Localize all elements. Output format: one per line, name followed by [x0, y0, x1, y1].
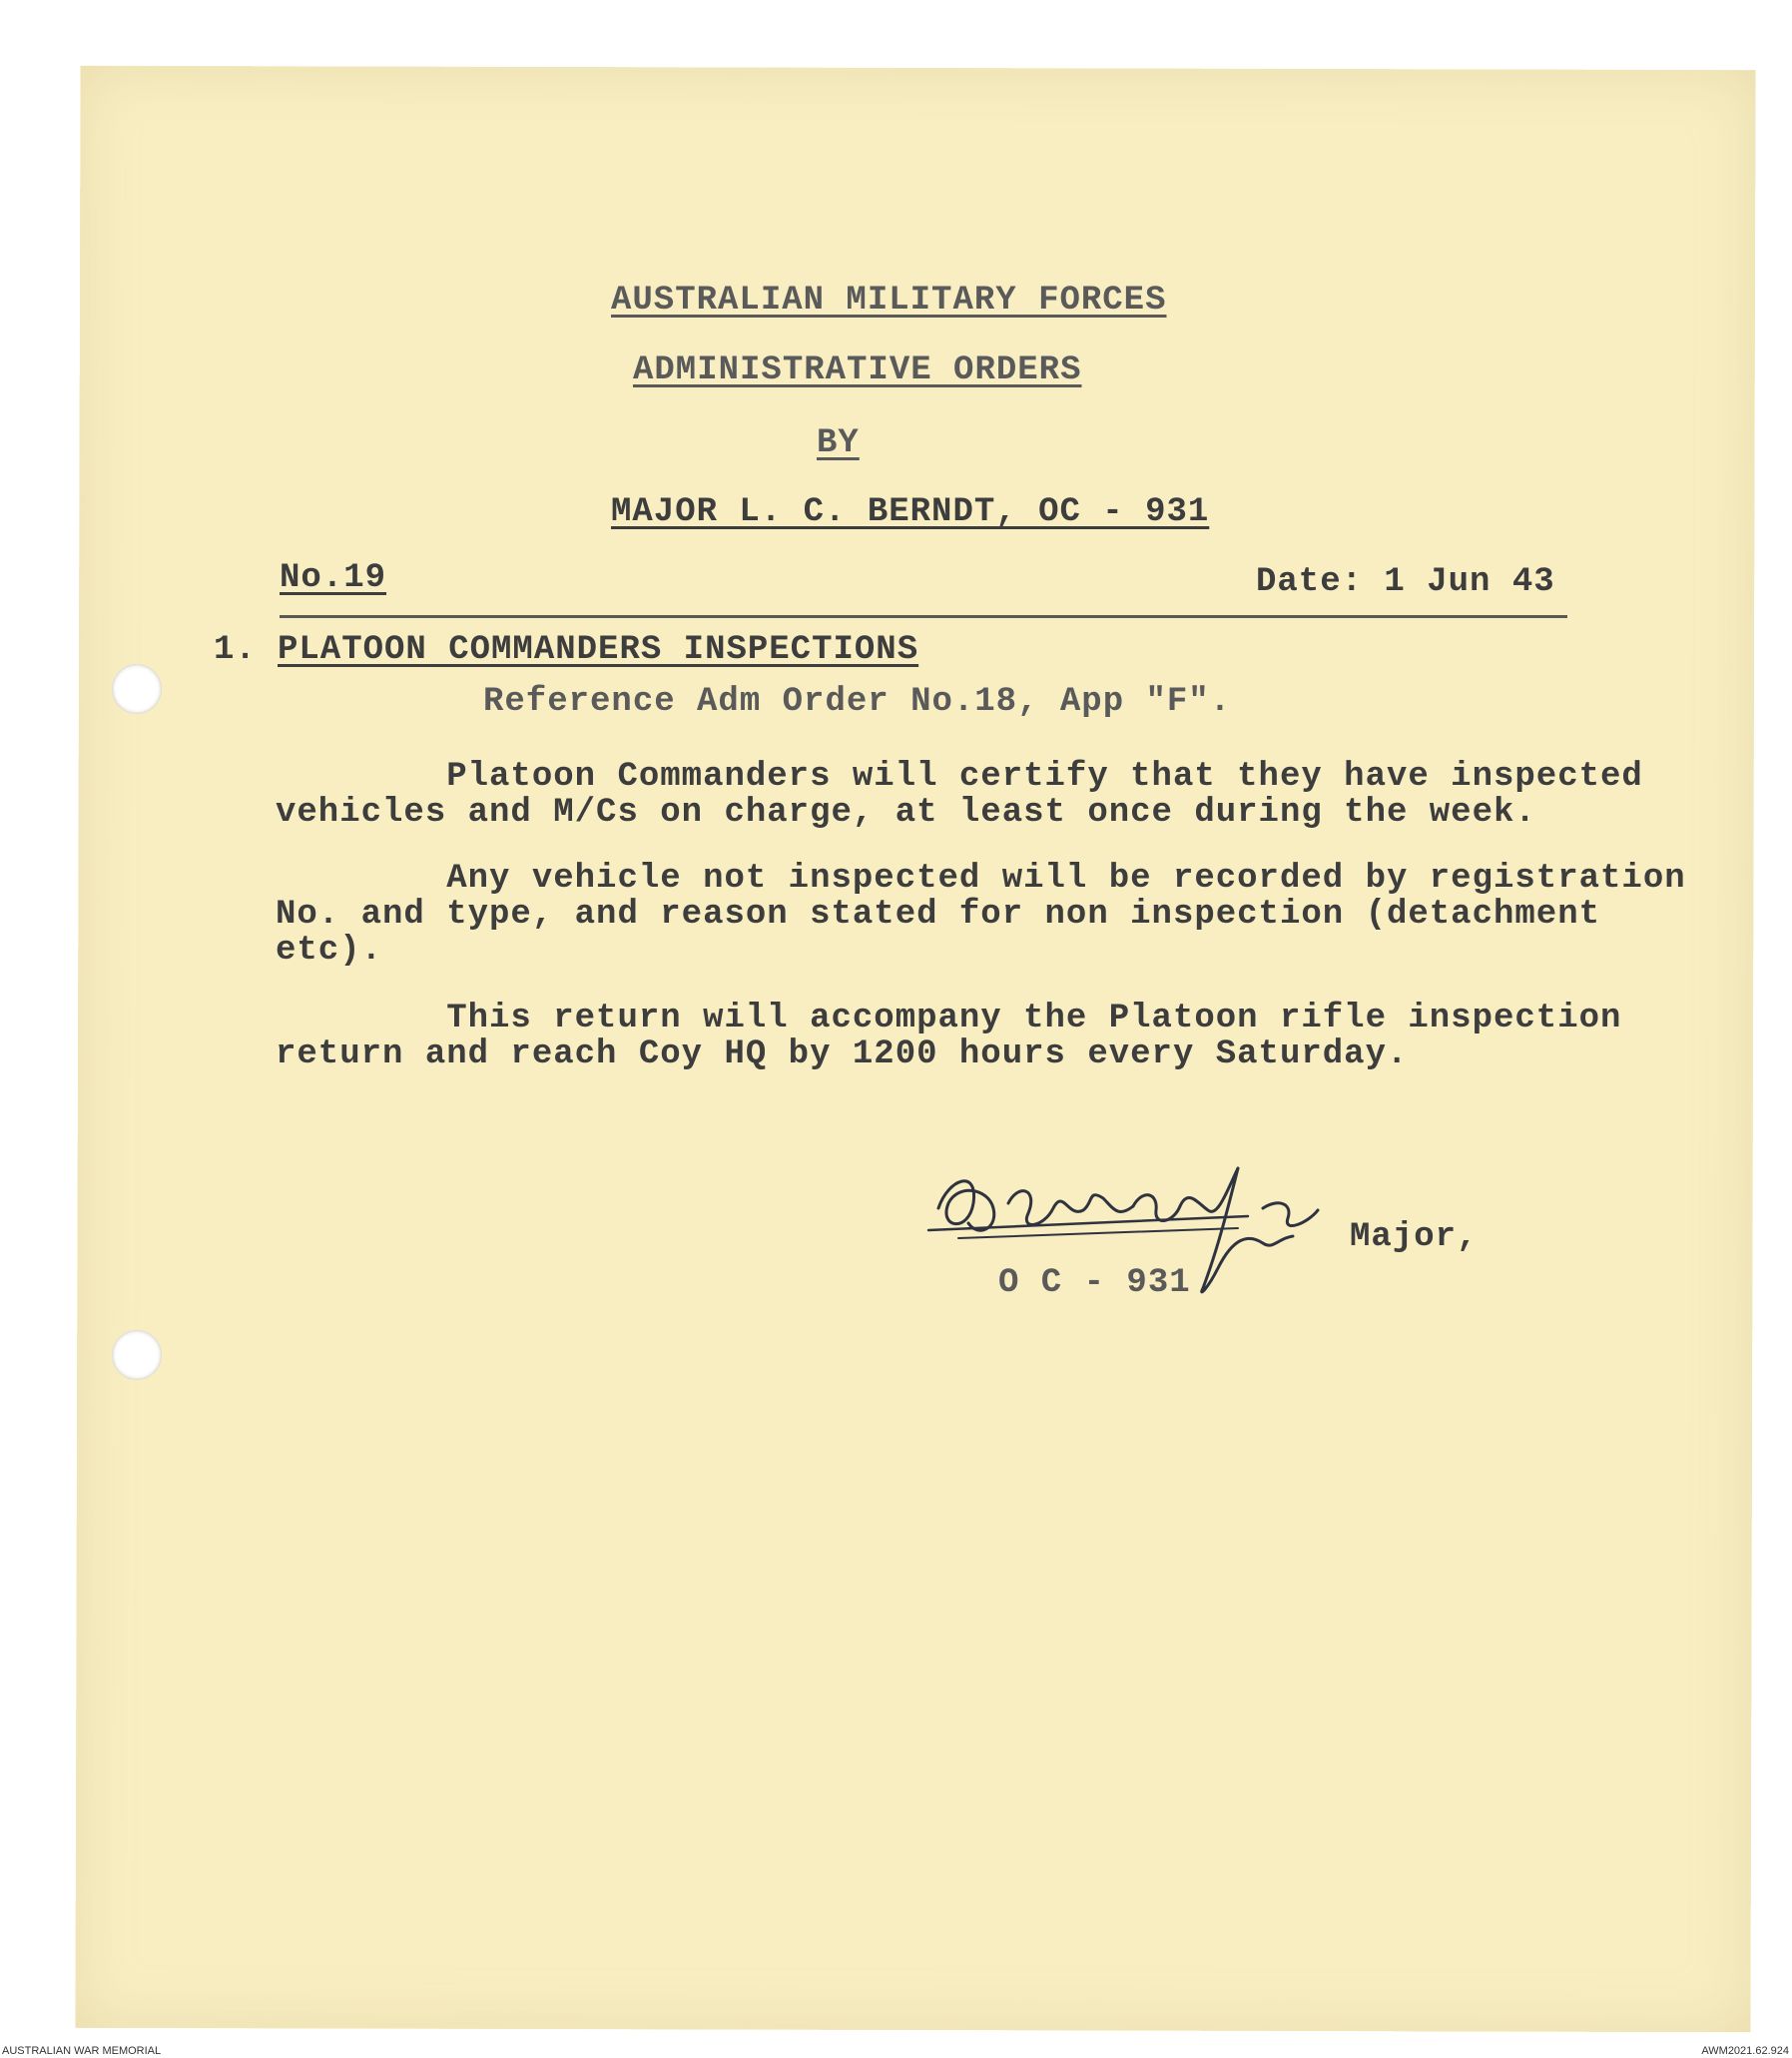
heading-line-1: AUSTRALIAN MILITARY FORCES [611, 282, 1167, 320]
order-date: Date: 1 Jun 43 [1256, 563, 1555, 601]
reference-line: Reference Adm Order No.18, App "F". [483, 683, 1232, 721]
footer-credit: AUSTRALIAN WAR MEMORIAL [2, 2045, 162, 2057]
paragraph-3: This return will accompany the Platoon rifle inspection return and reach Coy HQ by 1200 hours every Saturday. [276, 1000, 1622, 1073]
heading-line-3: BY [817, 424, 860, 462]
heading-line-2: ADMINISTRATIVE ORDERS [633, 351, 1082, 389]
punch-hole-upper [112, 664, 162, 714]
section-title: PLATOON COMMANDERS INSPECTIONS [278, 631, 919, 669]
heading-line-4: MAJOR L. C. BERNDT, OC - 931 [611, 493, 1210, 531]
paragraph-2: Any vehicle not inspected will be recorded by registration No. and type, and reason stated for non inspection (detachment etc). [276, 860, 1686, 970]
signature-unit: O C - 931 [998, 1264, 1191, 1302]
punch-hole-lower [112, 1330, 162, 1380]
section-number: 1. [214, 631, 257, 669]
footer-accession-number: AWM2021.62.924 [1701, 2045, 1789, 2057]
paragraph-1: Platoon Commanders will certify that they have inspected vehicles and M/Cs on charge, at least once during the week. [276, 758, 1643, 832]
signature-rank: Major, [1350, 1218, 1479, 1256]
header-rule [280, 615, 1567, 618]
order-number: No.19 [280, 559, 387, 597]
